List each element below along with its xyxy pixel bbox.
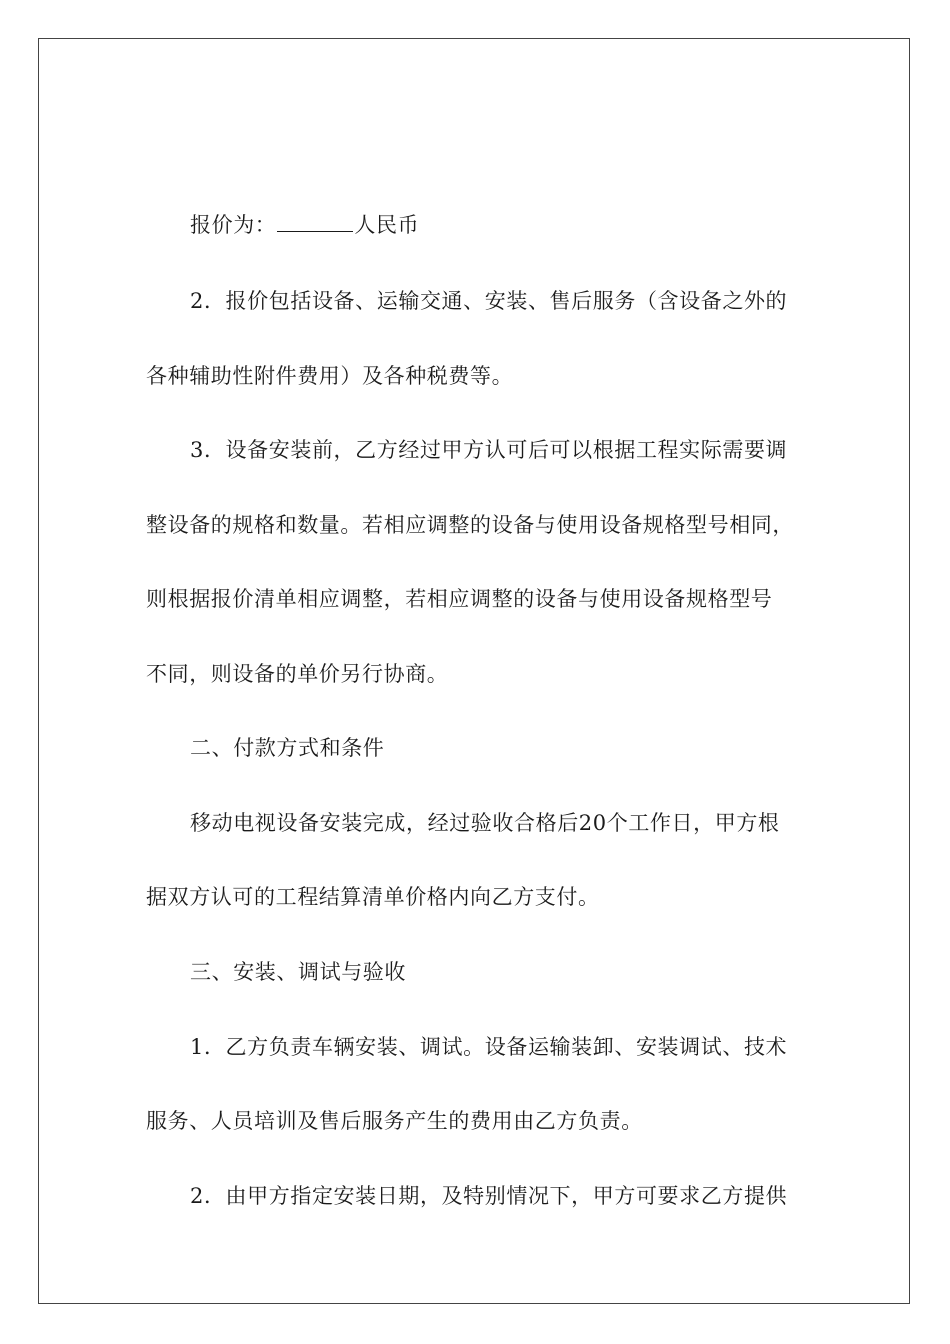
- clause-3-line-1: 3．设备安装前，乙方经过甲方认可后可以根据工程实际需要调: [190, 438, 788, 462]
- payment-line-2: 据双方认可的工程结算清单价格内向乙方支付。: [146, 885, 600, 909]
- payment-line-1: 移动电视设备安装完成，经过验收合格后20个工作日，甲方根: [190, 811, 780, 835]
- install-clause-1-line-1: 1．乙方负责车辆安装、调试。设备运输装卸、安装调试、技术: [190, 1035, 788, 1059]
- section-3-heading: 三、安装、调试与验收: [190, 960, 406, 984]
- price-label: 报价为：: [190, 213, 277, 237]
- price-blank-field: [277, 213, 353, 232]
- clause-2-line-1: 2．报价包括设备、运输交通、安装、售后服务（含设备之外的: [190, 289, 788, 313]
- price-unit: 人民币: [354, 213, 420, 237]
- clause-3-line-3: 则根据报价清单相应调整，若相应调整的设备与使用设备规格型号: [146, 587, 773, 611]
- install-clause-2-line-1: 2．由甲方指定安装日期，及特别情况下，甲方可要求乙方提供: [190, 1184, 788, 1208]
- clause-3-line-4: 不同，则设备的单价另行协商。: [146, 662, 449, 686]
- clause-3-line-2: 整设备的规格和数量。若相应调整的设备与使用设备规格型号相同，: [146, 513, 794, 537]
- section-2-heading: 二、付款方式和条件: [190, 736, 385, 760]
- price-line: [190, 211, 806, 239]
- install-clause-1-line-2: 服务、人员培训及售后服务产生的费用由乙方负责。: [146, 1109, 643, 1133]
- clause-2-line-2: 各种辅助性附件费用）及各种税费等。: [146, 364, 514, 388]
